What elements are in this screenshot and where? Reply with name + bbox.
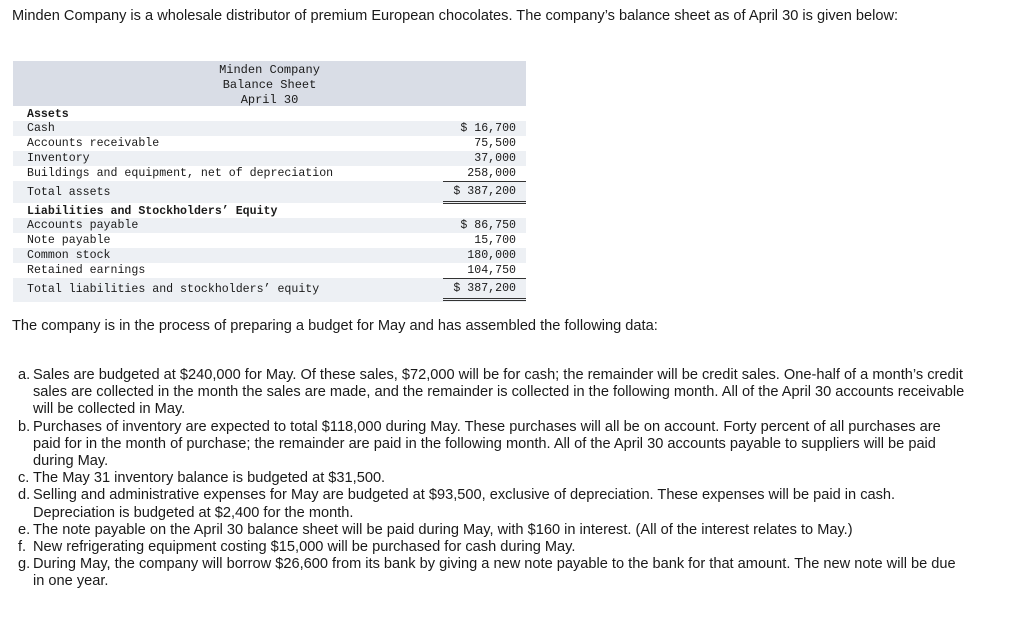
retained-earnings-label: Retained earnings	[27, 264, 146, 277]
item-letter: a.	[18, 367, 31, 383]
item-text: The May 31 inventory balance is budgeted at $31,500.	[33, 470, 386, 487]
list-item	[18, 556, 968, 590]
common-stock-label: Common stock	[27, 249, 111, 262]
cash-value: $ 16,700	[460, 122, 516, 135]
list-item	[18, 470, 968, 487]
balance-sheet-header	[13, 61, 526, 106]
statement-date: April 30	[240, 93, 299, 107]
balance-sheet-table	[13, 61, 526, 303]
total-double-rule	[443, 298, 526, 301]
total-double-rule	[443, 201, 526, 204]
row-shade	[13, 121, 526, 136]
assets-heading: Assets	[27, 108, 69, 121]
intro-paragraph: Minden Company is a wholesale distributor of premium European chocolates. The company’s balance sheet as of April 30 is given below:	[12, 8, 899, 24]
item-text: Selling and administrative expenses for May are budgeted at $93,500, exclusive of depreciation. These expenses will be paid in cash. Depreciation is budgeted at $2,400 for the month.	[33, 487, 896, 521]
item-text: Sales are budgeted at $240,000 for May. Of these sales, $72,000 will be for cash; the remainder will be credit sales. One-half of a month’s credit sales are collected in the month the sales are made, and the remainder is collected in the following month. All of the April 30 accounts receivable will be collected in May.	[33, 367, 965, 418]
accounts-payable-label: Accounts payable	[27, 219, 139, 232]
total-liabilities-label: Total liabilities and stockholders’ equity	[27, 283, 320, 296]
item-letter: d.	[18, 487, 31, 504]
total-assets-value: $ 387,200	[453, 185, 516, 198]
accounts-payable-value: $ 86,750	[460, 219, 516, 232]
inventory-value: 37,000	[474, 152, 516, 165]
retained-earnings-value: 104,750	[467, 264, 516, 277]
budget-lead-sentence: The company is in the process of preparing a budget for May and has assembled the following data:	[12, 318, 658, 334]
item-letter: f.	[18, 539, 27, 556]
company-name: Minden Company	[219, 63, 320, 77]
subtotal-rule	[443, 181, 526, 182]
note-payable-label: Note payable	[27, 234, 111, 247]
item-text: New refrigerating equipment costing $15,000 will be purchased for cash during May.	[33, 539, 576, 556]
note-payable-value: 15,700	[474, 234, 516, 247]
item-letter: b.	[18, 418, 31, 435]
accounts-receivable-label: Accounts receivable	[27, 137, 160, 150]
list-item	[18, 367, 968, 419]
cash-label: Cash	[27, 122, 55, 135]
total-liabilities-value: $ 387,200	[453, 282, 516, 295]
item-text: During May, the company will borrow $26,600 from its bank by giving a new note payable to the bank for that amount. The new note will be due in one year.	[33, 556, 956, 590]
list-item	[18, 487, 968, 521]
item-text: Purchases of inventory are expected to total $118,000 during May. These purchases will all be on account. Forty percent of all purchases are paid for in the month of purchase; the remainder are paid in the following month. All of the April 30 accounts payable to suppliers will be paid during May.	[33, 418, 941, 470]
statement-title: Balance Sheet	[222, 78, 317, 92]
buildings-label: Buildings and equipment, net of depreciation	[27, 167, 334, 180]
accounts-receivable-value: 75,500	[474, 137, 516, 150]
subtotal-rule	[443, 278, 526, 279]
liabilities-heading: Liabilities and Stockholders’ Equity	[27, 205, 278, 218]
budget-data-list	[18, 367, 968, 591]
list-item	[18, 522, 968, 539]
item-text: The note payable on the April 30 balance sheet will be paid during May, with $160 in interest. (All of the interest relates to May.)	[33, 521, 853, 538]
item-letter: g.	[18, 556, 31, 573]
list-item	[18, 539, 968, 556]
item-letter: c.	[18, 470, 30, 487]
common-stock-value: 180,000	[467, 249, 516, 262]
inventory-label: Inventory	[27, 152, 90, 165]
total-assets-label: Total assets	[27, 186, 111, 199]
list-item	[18, 419, 968, 471]
item-letter: e.	[18, 521, 31, 538]
buildings-value: 258,000	[467, 167, 516, 180]
